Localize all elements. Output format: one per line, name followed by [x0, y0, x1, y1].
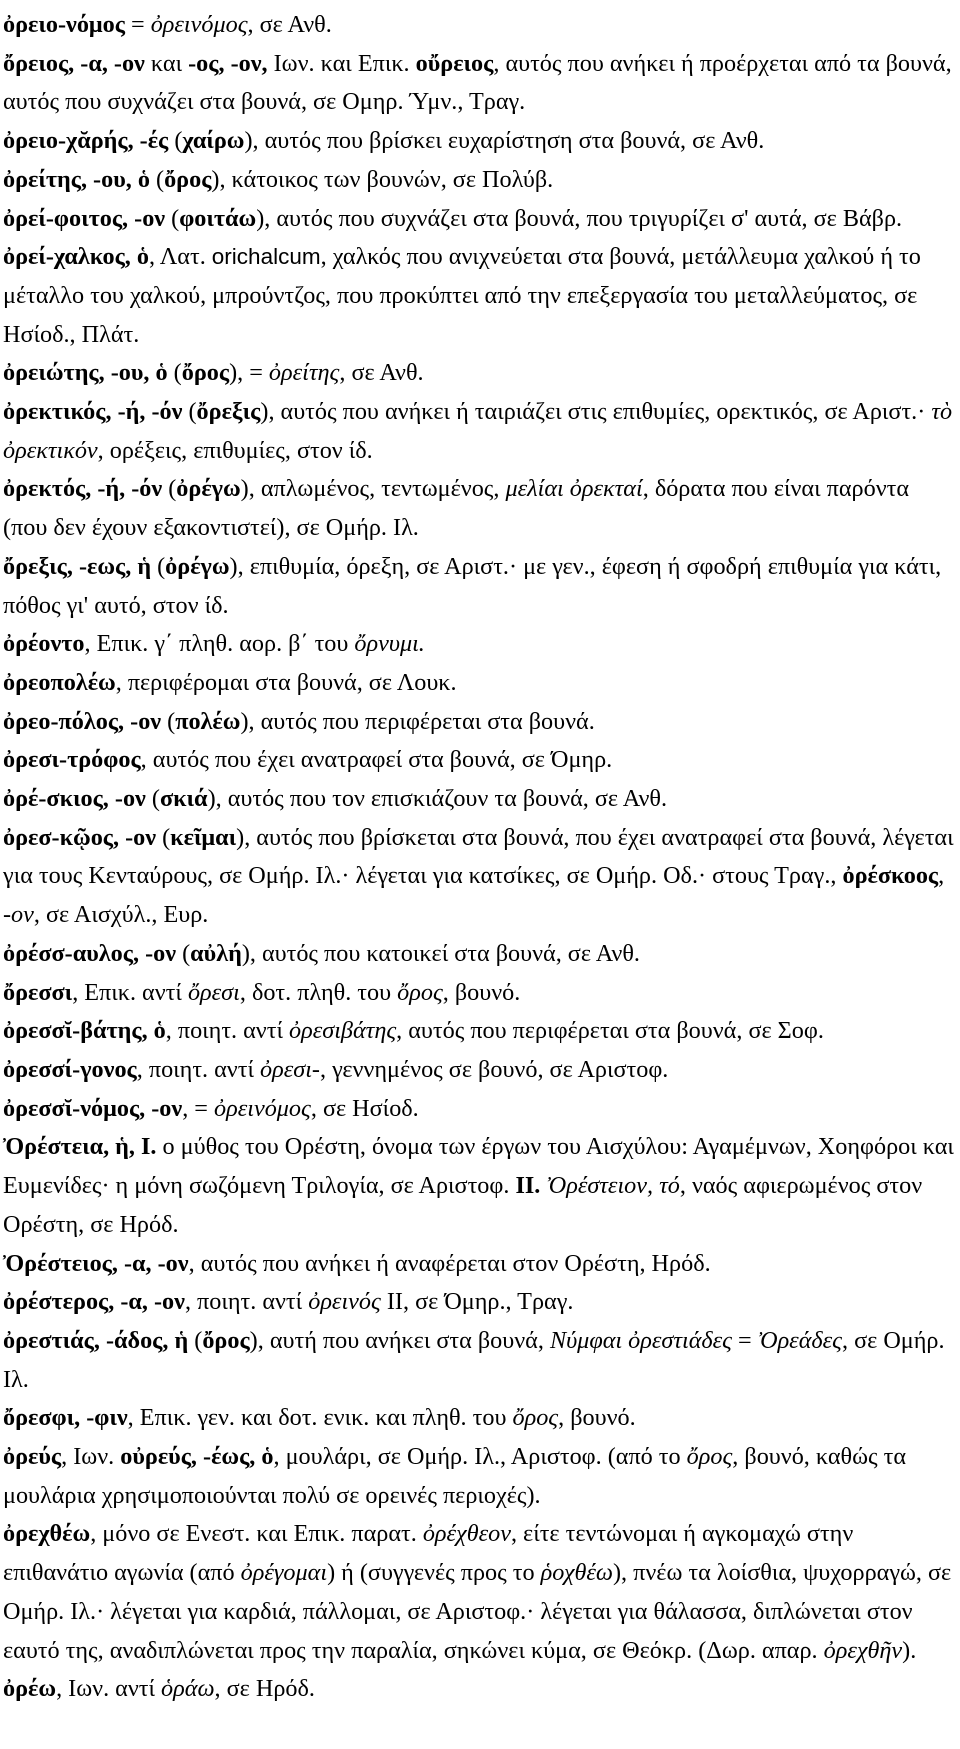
headword-text: ὀρειο-χᾰρής, -ές: [3, 127, 169, 155]
headword-text: ὄρεξις, -εως, ἡ: [3, 552, 152, 580]
italic-form-text: ὀρέχθεον: [422, 1520, 511, 1548]
definition-text: , σε Αισχύλ., Ευρ.: [33, 901, 209, 929]
definition-text: =: [124, 11, 151, 38]
headword-text: ὀρείτης, -ου, ὁ: [3, 165, 150, 193]
definition-text: , ποιητ. αντί: [165, 1017, 290, 1045]
definition-text: , Επικ. γεν. και δοτ. ενικ. και πληθ. του: [127, 1404, 513, 1432]
definition-text: , βουνό.: [442, 978, 521, 1006]
headword-text: ὀρεί-χαλκος, ὁ: [3, 243, 149, 271]
dictionary-entry: [3, 200, 954, 239]
headword-text: ὀρέοντο: [3, 630, 85, 658]
definition-text: (: [165, 204, 180, 232]
headword-text: αὐλή: [190, 939, 242, 967]
definition-text: , ορέξεις, επιθυμίες, στον ίδ.: [97, 436, 373, 464]
italic-form-text: ὄρος: [512, 1404, 559, 1432]
definition-text: , είτε τεντώνομαι ή αγκομαχώ στην επιθανάτιο αγωνία (από: [3, 1520, 854, 1587]
headword-text: ὀρεσι-τρόφος: [3, 746, 141, 774]
definition-text: (: [145, 785, 160, 813]
headword-text: ὀρεκτικός, -ή, -όν: [3, 398, 183, 426]
headword-text: ὀρειο-νόμος: [3, 11, 125, 38]
dictionary-entry: [3, 703, 954, 742]
dictionary-entry: [3, 1399, 954, 1438]
italic-form-text: ὀρεινόμος: [150, 11, 248, 38]
headword-text: ὄρειος, -α, -ον: [3, 49, 145, 77]
headword-text: πολέω: [175, 707, 241, 735]
headword-text: φοιτάω: [179, 204, 257, 232]
dictionary-entry: [3, 6, 954, 45]
definition-text: ), αυτός που τον επισκιάζουν τα βουνά, σε Ανθ.: [207, 785, 668, 813]
definition-text: (: [182, 398, 197, 426]
dictionary-entry: [3, 819, 954, 935]
definition-text: , μόνο σε Ενεστ. και Επικ. παρατ.: [90, 1520, 423, 1548]
definition-text: ), αυτός που βρίσκει ευχαρίστηση στα βουνά, σε Ανθ.: [244, 127, 765, 155]
dictionary-entry: [3, 974, 954, 1013]
dictionary-entry: [3, 1515, 954, 1670]
dictionary-entry: [3, 664, 954, 703]
italic-form-text: ὄρος: [397, 978, 443, 1006]
dictionary-entry: [3, 238, 954, 354]
italic-form-text: μελίαι ὀρεκταί: [505, 475, 643, 503]
italic-form-text: ὄρος: [686, 1443, 733, 1471]
headword-text: σκιά: [159, 785, 208, 813]
dictionary-entry: [3, 1012, 954, 1051]
definition-text: ,: [938, 862, 945, 890]
headword-text: ὀρεσσί-γονος: [3, 1055, 137, 1083]
definition-text: (: [162, 475, 177, 503]
definition-text: , μουλάρι, σε Ομήρ. Ιλ., Αριστοφ. (από το: [273, 1443, 687, 1471]
dictionary-entry: [3, 1670, 954, 1709]
definition-text: , ποιητ. αντί: [184, 1288, 309, 1316]
dictionary-entry: [3, 161, 954, 200]
dictionary-entry: [3, 780, 954, 819]
headword-text: ὄρεσσι: [3, 978, 73, 1006]
definition-text: , ναός αφιερωμένος στον Ορέστη, σε Ηρόδ.: [3, 1172, 923, 1238]
headword-text: ὀρέστερος, -α, -ον: [3, 1288, 185, 1316]
italic-form-text: Νύμφαι ὀρεστιάδες: [549, 1326, 732, 1354]
dictionary-entry: [3, 1051, 954, 1090]
definition-text: , Λατ.: [149, 243, 212, 271]
italic-form-text: Ὀρεάδες: [757, 1326, 842, 1354]
definition-text: , Ιων. αντί: [56, 1675, 162, 1703]
headword-text: ὀρεί-φοιτος, -ον: [3, 204, 166, 232]
dictionary-entry: [3, 354, 954, 393]
definition-text: , περιφέρομαι στα βουνά, σε Λουκ.: [115, 668, 457, 696]
headword-text: ὄρεξις: [196, 398, 261, 426]
headword-text: ὀρέσσ-αυλος, -ον: [3, 939, 177, 967]
definition-text: ) ή (συγγενές προς το: [327, 1559, 541, 1587]
definition-text: , σε Ανθ.: [247, 11, 332, 38]
definition-text: (: [168, 127, 183, 155]
definition-text: , αυτός που έχει ανατραφεί στα βουνά, σε Όμηρ.: [140, 746, 613, 774]
headword-text: ὀρεστιάς, -άδος, ἡ: [3, 1326, 189, 1354]
definition-text: , Ιων.: [61, 1443, 121, 1471]
definition-text: (: [188, 1326, 203, 1354]
headword-text: ὀρεσσῐ-νόμος, -ον: [3, 1094, 183, 1122]
headword-text: ὄρος: [164, 165, 212, 193]
definition-text: και: [144, 49, 189, 77]
definition-text: (: [161, 707, 176, 735]
definition-text: ), πνέω τα λοίσθια, ψυχορραγώ, σε Ομήρ. Ιλ.· λέγεται για καρδιά, πάλλομαι, σε Αριστοφ.· λέγεται για θάλασσα, διπλώνεται στον εαυτό της, αναδιπλώνεται προς την παραλία, σηκώνει κύμα, σε Θεόκρ. (Δωρ. απαρ.: [3, 1559, 952, 1664]
definition-text: (: [149, 165, 165, 193]
headword-text: ὀρεσ-κῷος, -ον: [3, 823, 157, 851]
definition-text: ), απλωμένος, τεντωμένος,: [240, 475, 506, 503]
headword-text: χαίρω: [182, 127, 245, 155]
definition-text: , βουνό, καθώς τα μουλάρια χρησιμοποιούνται πολύ σε ορεινές περιοχές).: [3, 1443, 907, 1509]
headword-text: ὀρειώτης, -ου, ὁ: [3, 359, 168, 387]
dictionary-entry: [3, 548, 954, 625]
italic-form-text: ὀρεινόμος: [214, 1094, 311, 1122]
definition-text: ), =: [229, 359, 269, 387]
definition-text: , χαλκός που ανιχνεύεται στα βουνά, μετάλλευμα χαλκού ή το μέταλλο του χαλκού, μπρούντζος, που προκύπτει από την επεξεργασία του μεταλλεύματος, σε Ησίοδ., Πλάτ.: [3, 243, 921, 348]
dictionary-entry: [3, 1090, 954, 1129]
headword-text: ὀρεχθέω: [3, 1520, 91, 1548]
definition-text: , βουνό.: [558, 1404, 636, 1432]
italic-form-text: ὀρέγομαι: [240, 1559, 328, 1587]
headword-text: ὀρέγω: [165, 552, 230, 580]
definition-text: ), επιθυμία, όρεξη, σε Αριστ.· με γεν., έφεση ή σφοδρή επιθυμία για κάτι, πόθος γι' αυτό, στον ίδ.: [3, 552, 942, 619]
dictionary-entry: [3, 1128, 954, 1244]
definition-text: , Επικ. γ΄ πληθ. αορ. β΄ του: [84, 630, 355, 658]
italic-form-text: ὄρεσι: [187, 978, 240, 1006]
definition-text: , αυτός που ανήκει ή προέρχεται από τα βουνά, αυτός που συχνάζει στα βουνά, σε Ομηρ. Ύμν., Τραγ.: [3, 49, 952, 116]
headword-text: Ὀρέστειος, -α, -ον: [3, 1249, 189, 1277]
headword-text: ὄρος: [181, 359, 230, 387]
dictionary-entry: [3, 122, 954, 161]
dictionary-entry: [3, 45, 954, 122]
headword-text: ὀρέω: [3, 1675, 57, 1703]
headword-text: II.: [515, 1172, 541, 1200]
definition-text: ), αυτός που ανήκει ή ταιριάζει στις επιθυμίες, ορεκτικός, σε Αριστ.·: [260, 398, 932, 426]
dictionary-entry: [3, 625, 954, 664]
definition-text: , γεννημένος σε βουνό, σε Αριστοφ.: [319, 1055, 669, 1083]
italic-form-text: ὄρνυμι.: [354, 630, 425, 658]
headword-text: ὀρεκτός, -ή, -όν: [3, 475, 163, 503]
headword-text: Ὀρέστεια, ἡ, I.: [3, 1133, 157, 1161]
definition-text: ), αυτός που συχνάζει στα βουνά, που τριγυρίζει σ' αυτά, σε Βάβρ.: [256, 204, 903, 232]
definition-text: , αυτός που περιφέρεται στα βουνά, σε Σοφ.: [396, 1017, 824, 1045]
dictionary-entry: [3, 393, 954, 470]
dictionary-entry: [3, 470, 954, 547]
dictionary-entry: [3, 1322, 954, 1399]
italic-form-text: Ὀρέστειον, τό: [546, 1172, 680, 1200]
definition-text: (: [176, 939, 191, 967]
definition-text: II, σε Όμηρ., Τραγ.: [380, 1288, 574, 1316]
headword-text: ὀρεύς: [3, 1443, 62, 1471]
definition-text: , δόρατα που είναι παρόντα (που δεν έχουν εξακοντιστεί), σε Ομήρ. Ιλ.: [3, 475, 910, 542]
headword-text: -ος, -ον,: [188, 49, 268, 77]
latin-term-text: orichalcum: [211, 244, 321, 270]
headword-text: ὀρεσσῐ-βάτης, ὁ: [3, 1017, 166, 1045]
definition-text: ), αυτός που κατοικεί στα βουνά, σε Ανθ.: [241, 939, 640, 967]
definition-text: , σε Ανθ.: [339, 359, 424, 387]
headword-text: κεῖμαι: [170, 823, 237, 851]
italic-form-text: ὀρεινός: [308, 1288, 381, 1316]
definition-text: , δοτ. πληθ. του: [239, 978, 398, 1006]
definition-text: ), αυτός που βρίσκεται στα βουνά, που έχει ανατραφεί στα βουνά, λέγεται για τους Κενταύρους, σε Ομήρ. Ιλ.· λέγεται για κατσίκες, σε Ομήρ. Οδ.· στους Τραγ.,: [3, 823, 954, 890]
definition-text: ).: [902, 1636, 917, 1664]
definition-text: , αυτός που ανήκει ή αναφέρεται στον Ορέστη, Ηρόδ.: [188, 1249, 711, 1277]
definition-text: , σε Ησίοδ.: [310, 1094, 419, 1122]
definition-text: ), κάτοικος των βουνών, σε Πολύβ.: [211, 165, 554, 193]
italic-form-text: ὀρεχθῆν: [823, 1636, 903, 1664]
definition-text: , =: [182, 1094, 214, 1122]
definition-text: Ιων. και Επικ.: [267, 49, 416, 77]
definition-text: , σε Ηρόδ.: [214, 1675, 315, 1703]
headword-text: ὀρέ-σκιος, -ον: [3, 785, 146, 813]
definition-text: , σε Ομήρ. Ιλ.: [3, 1326, 945, 1393]
headword-text: οὐρεύς, -έως, ὁ: [120, 1443, 274, 1471]
definition-text: (: [156, 823, 171, 851]
headword-text: ὀρέσκοος: [842, 862, 939, 890]
italic-form-text: -ον: [3, 901, 34, 929]
dictionary-entry: [3, 1438, 954, 1515]
italic-form-text: τὸ ὀρεκτικόν: [3, 398, 953, 464]
headword-text: ὄρος: [202, 1326, 250, 1354]
definition-text: =: [731, 1326, 758, 1354]
dictionary-entry: [3, 1245, 954, 1284]
italic-form-text: ῥοχθέω: [540, 1559, 613, 1587]
italic-form-text: ὀρείτης: [268, 359, 340, 387]
headword-text: ὀρέγω: [176, 475, 241, 503]
dictionary-entry: [3, 741, 954, 780]
dictionary-entry: [3, 935, 954, 974]
headword-text: οὔρειος: [415, 49, 494, 77]
definition-text: ο μύθος του Ορέστη, όνομα των έργων του Αισχύλου: Αγαμέμνων, Χοηφόροι και Ευμενίδες· η μόνη σωζόμενη Τριλογία, σε Αριστοφ.: [3, 1133, 954, 1200]
definition-text: ), αυτός που περιφέρεται στα βουνά.: [240, 707, 595, 735]
definition-text: ), αυτή που ανήκει στα βουνά,: [249, 1326, 550, 1354]
definition-text: (: [151, 552, 166, 580]
definition-text: (: [167, 359, 182, 387]
headword-text: ὀρεο-πόλος, -ον: [3, 707, 162, 735]
definition-text: , ποιητ. αντί: [136, 1055, 261, 1083]
italic-form-text: ὁράω: [161, 1675, 215, 1703]
italic-form-text: ὀρεσι-: [260, 1055, 320, 1083]
headword-text: ὄρεσφι, -φιν: [3, 1404, 128, 1432]
headword-text: ὀρεοπολέω: [3, 668, 116, 696]
dictionary-entry: [3, 1283, 954, 1322]
italic-form-text: ὀρεσιβάτης: [289, 1017, 397, 1045]
definition-text: , Επικ. αντί: [72, 978, 188, 1006]
